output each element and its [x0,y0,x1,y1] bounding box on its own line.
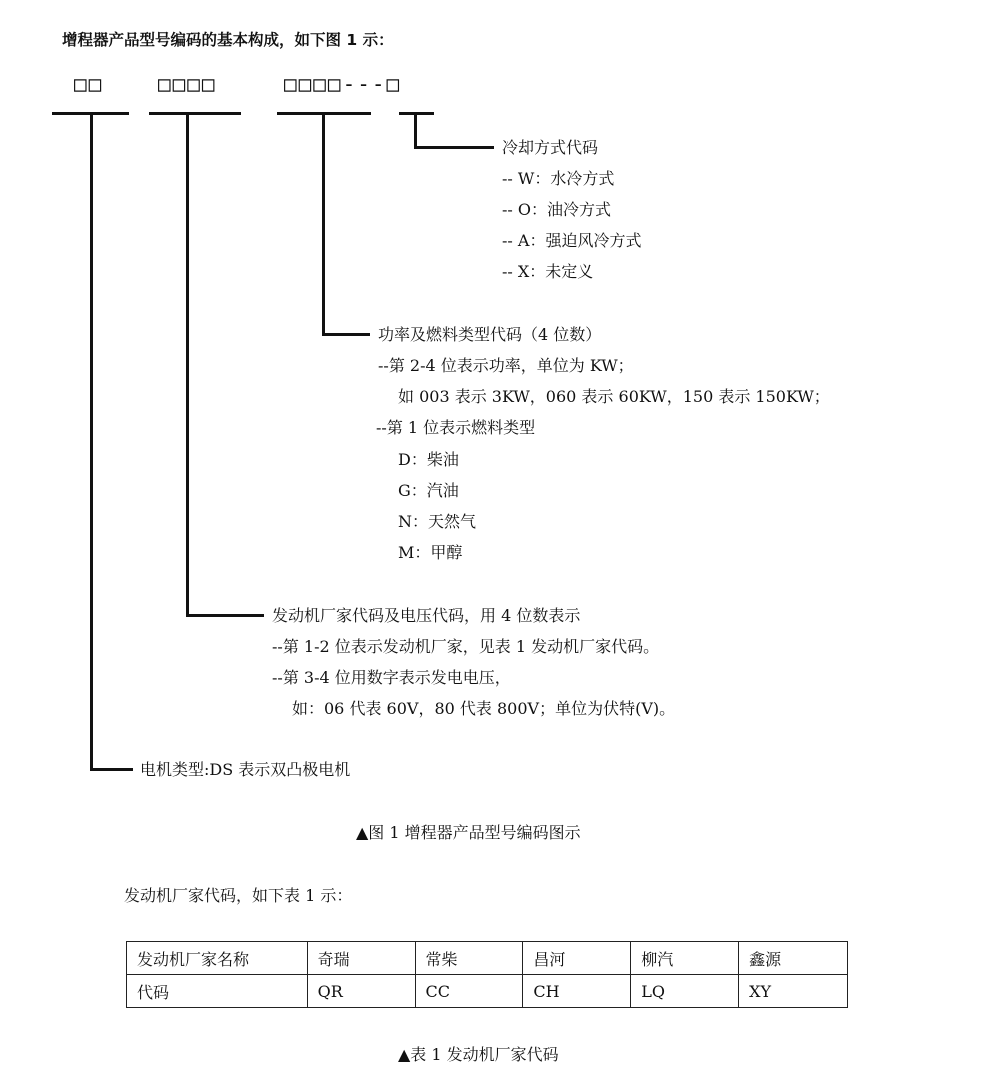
table-cell: 常柴 [415,942,523,975]
fuel-item: N：天然气 [398,512,477,531]
engine-line: --第 3-4 位用数字表示发电电压， [272,668,511,687]
connector-cooling-horizontal [414,146,494,149]
cooling-item: -- W：水冷方式 [502,169,615,188]
table-cell: CC [415,975,523,1008]
cooling-item: -- O：油冷方式 [502,200,612,219]
fuel-type-line: --第 1 位表示燃料类型 [376,418,536,437]
connector-engine-vertical [186,114,189,617]
fuel-item: M：甲醇 [398,543,463,562]
connector-power-vertical [322,114,325,336]
figure-caption: ▲图 1 增程器产品型号编码图示 [356,823,581,842]
connector-motor-horizontal [90,768,133,771]
connector-power-horizontal [322,333,370,336]
cooling-title: 冷却方式代码 [502,138,599,157]
fuel-item: D：柴油 [398,450,459,469]
cooling-item: -- A：强迫风冷方式 [502,231,642,250]
table-row [127,975,848,1008]
manufacturer-table [126,941,848,1008]
table-cell: QR [307,975,415,1008]
table-header-cell: 代码 [127,975,308,1008]
table-cell: CH [523,975,631,1008]
connector-motor-vertical [90,114,93,771]
code-group-motor: □□ [74,72,104,96]
motor-type: 电机类型:DS 表示双凸极电机 [140,760,351,779]
table-caption: ▲表 1 发动机厂家代码 [398,1045,559,1064]
connector-cooling-vertical [414,114,417,149]
cooling-item: -- X：未定义 [502,262,594,281]
engine-example: 如：06 代表 60V，80 代表 800V；单位为伏特(V)。 [292,699,676,718]
power-fuel-example: 如 003 表示 3KW，060 表示 60KW，150 表示 150KW； [398,387,830,406]
table-cell: 昌河 [523,942,631,975]
table-cell: 鑫源 [739,942,848,975]
connector-engine-horizontal [186,614,264,617]
table-cell: 柳汽 [631,942,739,975]
engine-title: 发动机厂家代码及电压代码，用 4 位数表示 [272,606,581,625]
fuel-item: G：汽油 [398,481,459,500]
intro-heading: 增程器产品型号编码的基本构成，如下图 1 示： [62,31,394,49]
underline-engine [149,112,241,115]
table-cell: XY [739,975,848,1008]
table-cell: 奇瑞 [307,942,415,975]
engine-line: --第 1-2 位表示发动机厂家，见表 1 发动机厂家代码。 [272,637,660,656]
table-header-cell: 发动机厂家名称 [127,942,308,975]
table-row [127,942,848,975]
table-intro: 发动机厂家代码，如下表 1 示： [124,886,353,905]
code-group-power-cooling: □□□□---□ [284,72,402,96]
power-fuel-title: 功率及燃料类型代码（4 位数） [378,325,602,344]
power-fuel-line: --第 2-4 位表示功率，单位为 KW； [378,356,634,375]
code-group-engine: □□□□ [158,72,217,96]
table-cell: LQ [631,975,739,1008]
